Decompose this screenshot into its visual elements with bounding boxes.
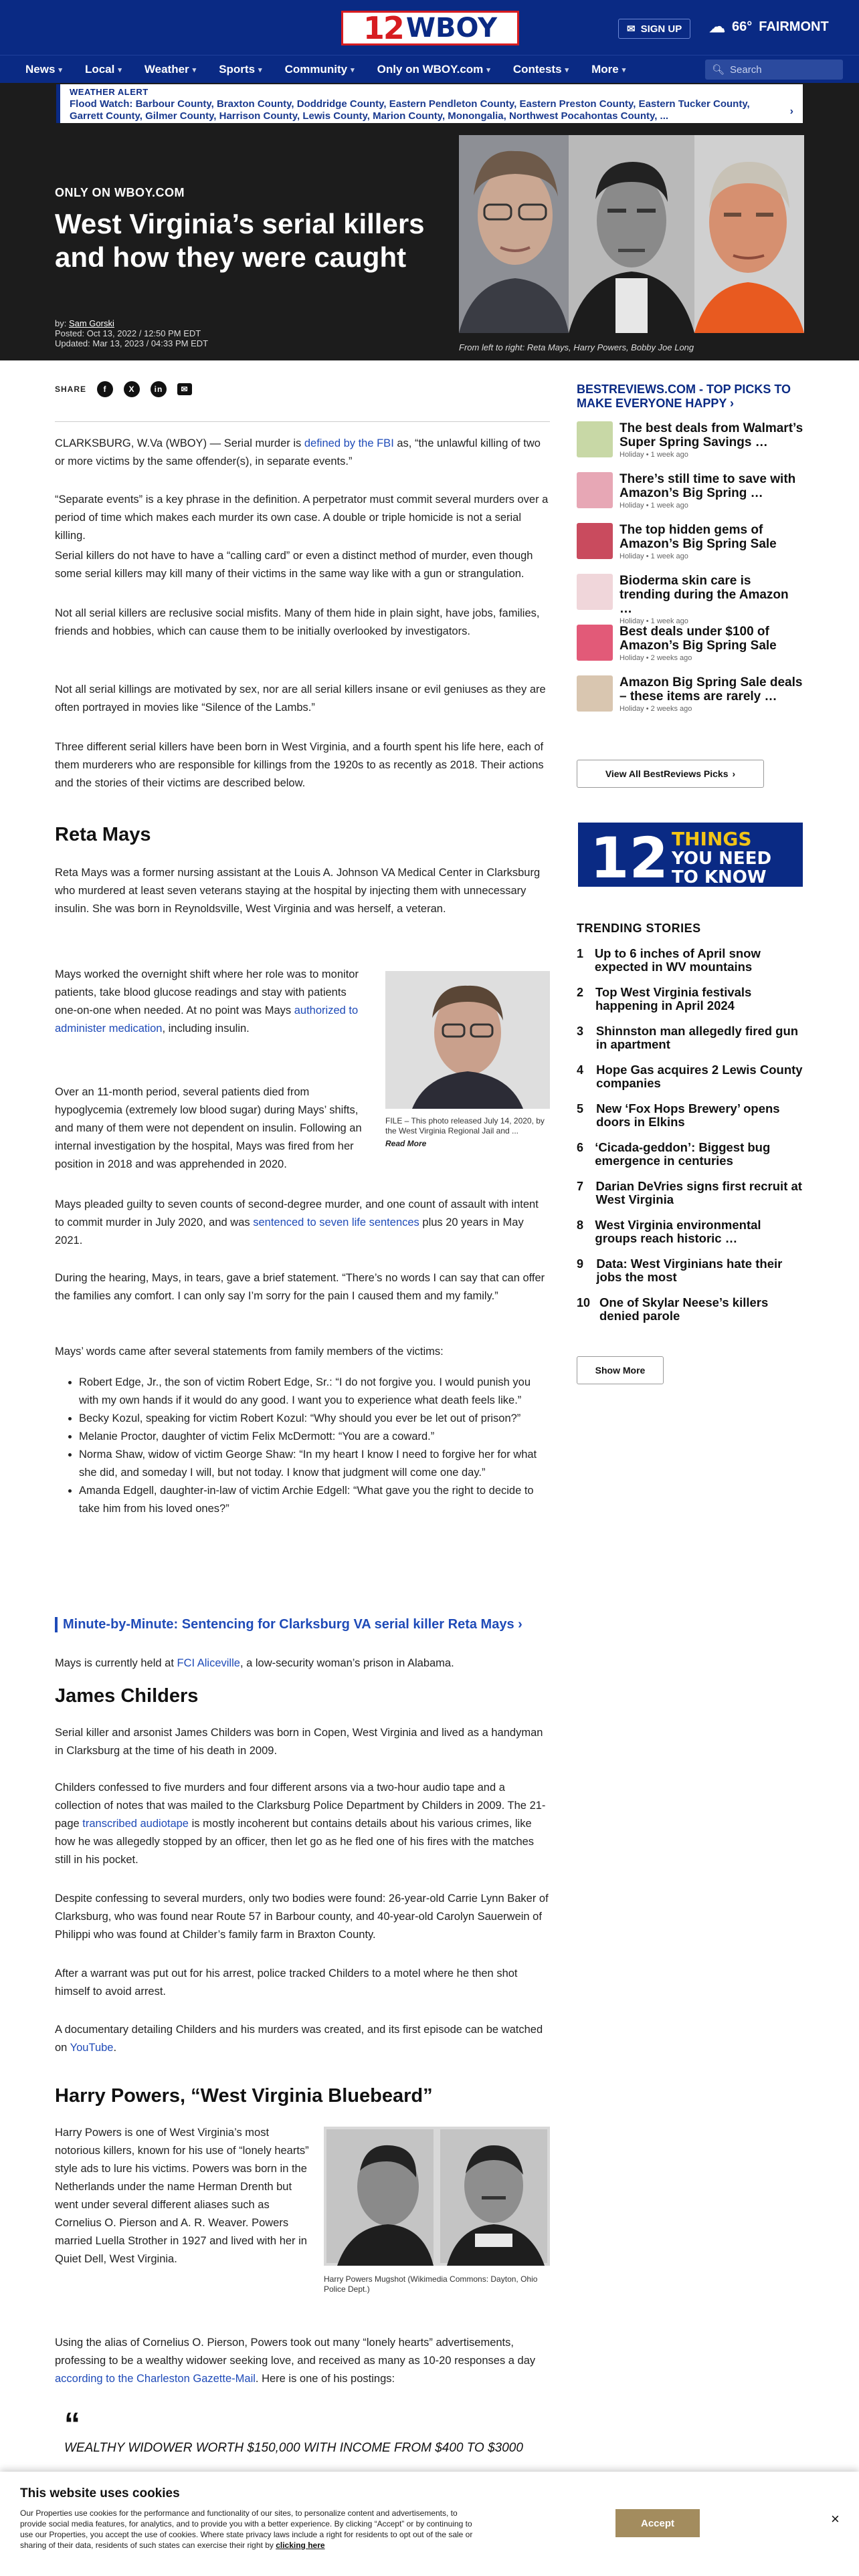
youtube-link[interactable]: YouTube — [70, 2042, 114, 2054]
trending-rank: 3 — [577, 1025, 584, 1038]
bestreviews-list — [577, 421, 804, 726]
nav-item-only-on-wboy-com[interactable] — [377, 63, 490, 76]
ad-number: 12 — [590, 825, 668, 888]
bestreviews-item[interactable] — [577, 675, 804, 726]
bestreviews-item[interactable] — [577, 574, 804, 625]
trending-rank: 6 — [577, 1141, 584, 1154]
nav-label: More — [591, 63, 619, 76]
text: . Here is one of his postings: — [255, 2373, 395, 2385]
list-item: • Robert Edge, Jr., the son of victim Robert Edge, Sr.: “I do not forgive you. I would punish you with my own hands if it would do any good. I want you to experience what death feels like.” — [79, 1374, 550, 1410]
paragraph — [55, 2334, 550, 2388]
weather-city: FAIRMONT — [759, 19, 829, 34]
author-link[interactable]: Sam Gorski — [68, 318, 114, 328]
paragraph: During the hearing, Mays, in tears, gave a brief statement. “There’s no words I can say that can offer the families any comfort. I can only say I’m sorry for the pain I caused them and my family.” — [55, 1272, 545, 1302]
main-nav — [0, 55, 859, 83]
product-thumbnail — [577, 675, 613, 712]
trending-item[interactable] — [577, 1141, 804, 1180]
hero-image — [459, 135, 804, 333]
paragraph: Not all serial killers are reclusive social misfits. Many of them hide in plain sight, have jobs, families, friends and hobbies, which can cause them to be initially overlooked by investigators. — [55, 607, 540, 637]
chevron-right-icon: › — [518, 1617, 522, 1632]
bestreviews-heading[interactable]: BESTREVIEWS.COM - TOP PICKS TO MAKE EVERYONE HAPPY › — [577, 383, 791, 410]
cookie-text — [20, 2508, 475, 2551]
trending-rank: 10 — [577, 1296, 591, 1309]
close-icon[interactable]: × — [831, 2510, 840, 2527]
read-more-link[interactable]: Read More — [385, 1139, 427, 1148]
view-all-bestreviews-button[interactable] — [577, 760, 764, 788]
trending-item[interactable] — [577, 1296, 804, 1335]
text: . — [113, 2042, 117, 2054]
blockquote: WEALTHY WIDOWER WORTH $150,000 WITH INCOME FROM $400 TO $3000 — [64, 2441, 523, 2455]
text: Mays worked the overnight shift where her role was to monitor patients, take blood glucose readings and stay with patients one-on-one when needed. At no point was Mays — [55, 968, 359, 1016]
photo-harry-powers — [569, 135, 694, 333]
bestreviews-meta: Holiday • 1 week ago — [619, 552, 688, 560]
bestreviews-title[interactable]: The best deals from Walmart’s Super Spring Savings … — [619, 421, 803, 449]
nav-label: News — [25, 63, 56, 76]
trending-title[interactable]: West Virginia environmental groups reach historic … — [595, 1218, 761, 1245]
bestreviews-meta: Holiday • 1 week ago — [619, 502, 688, 510]
text: A documentary detailing Childers and his murders was created, and its first episode can be watched on — [55, 2024, 543, 2054]
logo-number: 12 — [363, 10, 403, 46]
text: Mays is currently held at — [55, 1657, 177, 1669]
gazette-mail-link[interactable]: according to the Charleston Gazette-Mail — [55, 2373, 256, 2385]
hero-caption: From left to right: Reta Mays, Harry Powers, Bobby Joe Long — [459, 342, 694, 352]
text: Childers confessed to five murders and four different arsons via a two-hour audio tape and a collection of notes that was mailed to the Clarksburg Police Department by Childers in 2009. The 21-page — [55, 1782, 546, 1830]
trending-title[interactable]: Top West Virginia festivals happening in April 2024 — [595, 985, 752, 1012]
photo-caption: Harry Powers Mugshot (Wikimedia Commons: Dayton, Ohio Police Dept.) — [324, 2274, 538, 2294]
trending-title[interactable]: Data: West Virginians hate their jobs the most — [596, 1257, 783, 1284]
photo-caption: FILE – This photo released July 14, 2020, by the West Virginia Regional Jail and ... — [385, 1116, 545, 1136]
search-icon: 🔍︎ — [712, 64, 725, 76]
paragraph: Over an 11-month period, several patients died from hypoglycemia (extremely low blood sugar) during Mays’ shifts, and many of them were not dependent on insulin. Following an internal investigation by the hospital, Mays was fired from her position in 2018 and was apprehended in 2020. — [55, 1086, 362, 1170]
paragraph: Despite confessing to several murders, only two bodies were found: 26-year-old Carrie Lynn Baker of Clarksburg, who was found near Route 57 in Barbour county, and 40-year-old Carolyn Sauerwein of Philippi who was found at Childer’s family farm in Braxton County. — [55, 1893, 549, 1941]
nav-label: Only on WBOY.com — [377, 63, 484, 76]
related-article-link[interactable] — [55, 1617, 550, 1632]
trending-rank: 5 — [577, 1102, 584, 1115]
trending-rank: 4 — [577, 1063, 584, 1077]
nav-item-local[interactable] — [85, 63, 122, 76]
text: Our Properties use cookies for the performance and functionality of our sites, to personalize content and advertisements, to provide social media features, for analytics, and to provide you with a better experience. By clicking “Accept” or by continuing to use our Properties, you accept the use of cookies. Where state privacy laws include a right for residents to opt out of the sale or sharing of their data, residents of such states can exercise their right by — [20, 2508, 473, 2550]
nav-label: Contests — [512, 63, 562, 76]
trending-item[interactable] — [577, 1218, 804, 1257]
nav-item-more[interactable] — [591, 63, 626, 76]
button-label: View All BestReviews Picks — [605, 768, 729, 779]
section-heading-james-childers: James Childers — [55, 1685, 199, 1707]
bestreviews-item[interactable] — [577, 523, 804, 574]
trending-heading: TRENDING STORIES — [577, 922, 701, 935]
bestreviews-title[interactable]: There’s still time to save with Amazon’s Big Spring … — [619, 472, 796, 500]
product-thumbnail — [577, 472, 613, 508]
paragraph: Not all serial killings are motivated by sex, nor are all serial killers insane or evil geniuses as they are often portrayed in movies like “Silence of the Lambs.” — [55, 683, 546, 714]
signup-label: SIGN UP — [640, 23, 682, 35]
paragraph: Mays’ words came after several statements from family members of the victims: — [55, 1346, 444, 1358]
page-title: West Virginia’s serial killers and how they were caught — [55, 208, 425, 273]
fbi-definition-link[interactable]: defined by the FBI — [304, 437, 394, 449]
trending-title[interactable]: One of Skylar Neese’s killers denied parole — [599, 1295, 769, 1323]
nav-item-community[interactable] — [285, 63, 355, 76]
trending-item[interactable] — [577, 1257, 804, 1296]
trending-rank: 8 — [577, 1218, 584, 1232]
search-box[interactable] — [705, 60, 843, 80]
site-logo[interactable] — [341, 11, 519, 45]
text: Mays pleaded guilty to seven counts of second-degree murder, and one count of assault with intent to commit murder in July 2020, and was — [55, 1198, 539, 1228]
bestreviews-meta: Holiday • 2 weeks ago — [619, 705, 692, 713]
product-thumbnail — [577, 421, 613, 457]
product-thumbnail — [577, 523, 613, 559]
chevron-down-icon: ▾ — [58, 66, 62, 74]
product-thumbnail — [577, 625, 613, 661]
updated-date: Updated: Mar 13, 2023 / 04:33 PM EDT — [55, 338, 209, 348]
linkedin-icon[interactable]: in — [151, 381, 167, 397]
nav-label: Weather — [144, 63, 189, 76]
nav-item-news[interactable] — [25, 63, 62, 76]
paragraph: “Separate events” is a key phrase in the definition. A perpetrator must commit several murders over a period of time which makes each murder its own case. A double or triple homicide is not a serial killing. — [55, 494, 549, 542]
nav-item-contests[interactable] — [513, 63, 569, 76]
trending-item[interactable] — [577, 1063, 804, 1102]
logo-text: WBOY — [405, 13, 498, 43]
nav-label: Local — [84, 63, 115, 76]
trending-title[interactable]: Darian DeVries signs first recruit at West Virginia — [595, 1179, 802, 1206]
bestreviews-item[interactable] — [577, 421, 804, 472]
chevron-right-icon: › — [789, 106, 793, 117]
paragraph: Serial killer and arsonist James Childers was born in Copen, West Virginia and lived as a handyman in Clarksburg at the time of his death in 2009. — [55, 1727, 543, 1757]
bestreviews-item[interactable] — [577, 625, 804, 675]
paragraph — [55, 966, 371, 1038]
chevron-down-icon: ▾ — [258, 66, 262, 74]
paragraph: Reta Mays was a former nursing assistant at the Louis A. Johnson VA Medical Center in Clarksburg who murdered at least seven veterans staying at the hospital by injecting them with unnecessary insulin. She was born in Reynoldsville, West Virginia and was herself, a veteran. — [55, 867, 541, 915]
list-item: • Norma Shaw, widow of victim George Shaw: “In my heart I know I need to forgive her for what she did, and someday I will, but not today. I know that judgment will come one day.” — [79, 1446, 550, 1482]
chevron-down-icon: ▾ — [118, 66, 122, 74]
reta-mays-photo — [385, 971, 550, 1109]
chevron-down-icon: ▾ — [192, 66, 197, 74]
email-icon[interactable]: ✉ — [177, 383, 192, 395]
paragraph: Three different serial killers have been born in West Virginia, and a fourth spent his life here, each of them murderers who are responsible for killings from the 1920s to as recently as 2018. Their actions and the stories of their victims are described below. — [55, 741, 544, 789]
section-heading-reta-mays: Reta Mays — [55, 824, 151, 845]
paragraph — [55, 435, 550, 471]
trending-rank: 9 — [577, 1257, 584, 1271]
text: CLARKSBURG, W.Va (WBOY) — Serial murder is — [55, 437, 304, 449]
bestreviews-meta: Holiday • 1 week ago — [619, 451, 688, 459]
photo-reta-mays — [459, 135, 569, 333]
bestreviews-title[interactable]: Bioderma skin care is trending during the Amazon … — [619, 574, 789, 616]
cloud-icon: ☁ — [709, 18, 725, 36]
text: , including insulin. — [162, 1023, 250, 1035]
paragraph — [55, 1196, 550, 1250]
harry-powers-mugshot — [324, 2127, 550, 2266]
nav-label: Sports — [219, 63, 256, 76]
cookie-title: This website uses cookies — [20, 2486, 180, 2500]
photo-bobby-joe-long — [694, 135, 804, 333]
x-twitter-icon[interactable]: X — [124, 381, 140, 397]
list-item: • Becky Kozul, speaking for victim Robert Kozul: “Why should you ever be let out of prison?” — [79, 1410, 550, 1428]
ad-12-things[interactable] — [577, 821, 804, 888]
paragraph — [55, 2021, 550, 2057]
list-item: • Amanda Edgell, daughter-in-law of victim Archie Edgell: “What gave you the right to decide to take him from his loved ones?” — [79, 1482, 550, 1518]
trending-title[interactable]: Shinnston man allegedly fired gun in apartment — [595, 1024, 799, 1051]
section-heading-harry-powers: Harry Powers, “West Virginia Bluebeard” — [55, 2085, 433, 2107]
ad-line-3: TO KNOW — [672, 867, 767, 887]
medication-link[interactable]: authorized to administer medication — [55, 1004, 359, 1035]
divider — [55, 421, 550, 422]
bestreviews-title[interactable]: Amazon Big Spring Sale deals – these items are rarely … — [619, 675, 803, 704]
trending-item[interactable] — [577, 1025, 804, 1063]
share-bar — [55, 381, 192, 397]
weather-widget[interactable] — [709, 17, 829, 37]
bestreviews-item[interactable] — [577, 472, 804, 523]
alert-text: Flood Watch: Barbour County, Braxton County, Doddridge County, Eastern Pendleton County, Eastern Preston County, Eastern Tucker County, Garrett County, Gilmer County, Harrison County, Lewis County, Marion County, Monongalia, Northwest Pocahontas County, ... — [70, 98, 750, 122]
list-item: • Melanie Proctor, daughter of victim Felix McDermott: “You are a coward.” — [79, 1428, 550, 1446]
trending-rank: 2 — [577, 986, 584, 999]
trending-item[interactable] — [577, 986, 804, 1025]
show-more-button[interactable]: Show More — [577, 1356, 664, 1384]
facebook-icon[interactable]: f — [97, 381, 113, 397]
chevron-down-icon: ▾ — [486, 66, 490, 74]
ad-line-2: YOU NEED — [672, 849, 772, 869]
nav-item-weather[interactable] — [145, 63, 196, 76]
sentence-link[interactable]: sentenced to seven life sentences — [253, 1216, 419, 1228]
text: is mostly incoherent but contains details about his various crimes, like how he was allegedly stopped by an officer, then let go as he fled one of his fires with the matches still in his pocket. — [55, 1818, 535, 1866]
paragraph — [55, 1779, 550, 1869]
opt-out-link[interactable]: clicking here — [276, 2541, 325, 2550]
chevron-right-icon: › — [732, 768, 736, 779]
bestreviews-meta: Holiday • 1 week ago — [619, 617, 688, 625]
chevron-down-icon: ▾ — [622, 66, 626, 74]
by-prefix: by: — [55, 318, 67, 328]
fci-aliceville-link[interactable]: FCI Aliceville — [177, 1657, 240, 1669]
bestreviews-meta: Holiday • 2 weeks ago — [619, 654, 692, 662]
cookie-banner — [0, 2472, 859, 2576]
trending-list — [577, 947, 804, 1335]
product-thumbnail — [577, 574, 613, 610]
trending-title[interactable]: Up to 6 inches of April snow expected in WV mountains — [594, 946, 761, 974]
trending-rank: 1 — [577, 947, 584, 960]
accept-cookies-button[interactable]: Accept — [615, 2509, 700, 2537]
audiotape-link[interactable]: transcribed audiotape — [82, 1818, 189, 1830]
weather-alert[interactable] — [56, 84, 803, 123]
trending-item[interactable] — [577, 947, 804, 986]
text: as, “the unlawful killing of two or more victims by the same offender(s), in separate events.” — [55, 437, 541, 467]
search-input[interactable]: Search — [730, 64, 762, 76]
trending-title[interactable]: New ‘Fox Hops Brewery’ opens doors in Elkins — [596, 1101, 780, 1129]
byline — [55, 318, 208, 348]
chevron-down-icon: ▾ — [351, 66, 355, 74]
mail-icon: ✉ — [627, 23, 636, 35]
victim-statements-list — [67, 1374, 550, 1518]
signup-button[interactable] — [618, 19, 690, 39]
quote-icon: “ — [64, 2407, 80, 2442]
inline-photo-reta[interactable] — [385, 971, 550, 1148]
alert-title: WEATHER ALERT — [70, 87, 149, 97]
nav-item-sports[interactable] — [219, 63, 262, 76]
text: , a low-security woman’s prison in Alabama. — [240, 1657, 454, 1669]
inline-photo-powers[interactable] — [324, 2127, 550, 2294]
bestreviews-title[interactable]: Best deals under $100 of Amazon’s Big Spring Sale — [619, 625, 777, 653]
text: plus 20 years in May 2021. — [55, 1216, 524, 1247]
paragraph: After a warrant was put out for his arrest, police tracked Childers to a motel where he then shot himself to avoid arrest. — [55, 1967, 518, 1998]
bestreviews-title[interactable]: The top hidden gems of Amazon’s Big Spring Sale — [619, 523, 777, 551]
paragraph: Serial killers do not have to have a “calling card” or even a distinct method of murder, even though some serial killers may kill many of their victims in the same way like with a gun or strangulation. — [55, 550, 533, 580]
trending-title[interactable]: Hope Gas acquires 2 Lewis County companies — [596, 1063, 803, 1090]
paragraph — [55, 1654, 550, 1673]
share-label: SHARE — [55, 385, 87, 394]
ad-line-1: THINGS — [672, 828, 752, 850]
paragraph: Harry Powers is one of West Virginia’s most notorious killers, known for his use of “lonely hearts” style ads to lure his victims. Powers was born in the Netherlands under the name Herman Drenth but went under several different aliases such as Cornelius O. Pierson and A. R. Weaver. Powers married Luella Strother in 1927 and lived with her in Quiet Dell, West Virginia. — [55, 2127, 309, 2265]
nav-label: Community — [284, 63, 348, 76]
text: Using the alias of Cornelius O. Pierson, Powers took out many “lonely hearts” advertisements, professing to be a wealthy widower seeking love, and received as many as 10-20 responses a day — [55, 2337, 536, 2367]
weather-temp: 66° — [732, 19, 753, 34]
site-header — [0, 0, 859, 55]
chevron-down-icon: ▾ — [565, 66, 569, 74]
posted-date: Posted: Oct 13, 2022 / 12:50 PM EDT — [55, 328, 201, 338]
related-title: Minute-by-Minute: Sentencing for Clarksburg VA serial killer Reta Mays — [63, 1617, 514, 1632]
article-kicker[interactable]: ONLY ON WBOY.COM — [55, 186, 185, 199]
trending-title[interactable]: ‘Cicada-geddon’: Biggest bug emergence in centuries — [595, 1140, 771, 1168]
trending-rank: 7 — [577, 1180, 584, 1193]
trending-item[interactable] — [577, 1102, 804, 1141]
trending-item[interactable] — [577, 1180, 804, 1218]
